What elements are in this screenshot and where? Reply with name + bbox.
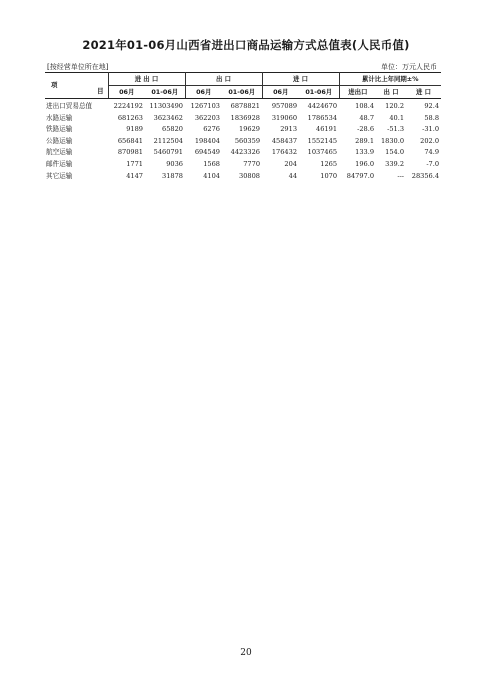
col-header: 01-06月: [299, 86, 339, 99]
table-cell: 9189: [126, 125, 143, 134]
table-cell: 289.1: [355, 136, 375, 145]
table-cell: 1836928: [230, 113, 261, 122]
table-cell: 19629: [239, 125, 261, 134]
table-cell: 4104: [203, 171, 220, 180]
col-header: 06月: [262, 86, 299, 99]
table-cell: 30808: [239, 171, 261, 180]
table-cell: 48.7: [359, 113, 375, 122]
table-cell: 6878821: [230, 102, 261, 110]
table-cell: 1771: [126, 159, 143, 168]
table-cell: 92.4: [424, 102, 440, 110]
page-title: 2021年01-06月山西省进出口商品运输方式总值表(人民币值): [82, 38, 410, 52]
table-cell: 339.2: [385, 159, 405, 168]
col-header: 出 口: [376, 86, 406, 99]
table-cell: 560359: [234, 136, 261, 145]
row-label: 其它运输: [46, 171, 73, 180]
table-cell: 58.8: [424, 113, 440, 122]
table-cell: 133.9: [355, 148, 375, 157]
group-header-total: 进 出 口: [108, 73, 185, 86]
table-cell: 1265: [320, 159, 338, 168]
table-cell: 458437: [271, 136, 298, 145]
col-header: 06月: [108, 86, 145, 99]
table-cell: 1830.0: [380, 136, 405, 145]
row-label: 铁路运输: [46, 125, 73, 134]
table-cell: 11303490: [149, 102, 183, 110]
group-header-growth: 累计比上年同期±%: [339, 73, 441, 86]
table-cell: -31.0: [422, 125, 440, 134]
table-row: [45, 124, 441, 136]
table-cell: 4423326: [230, 148, 261, 157]
row-label: 公路运输: [46, 136, 73, 145]
table-cell: 9036: [166, 159, 183, 168]
table-cell: 1037465: [307, 148, 338, 157]
table-cell: 65820: [162, 125, 183, 134]
table-cell: 656841: [117, 136, 143, 145]
table-cell: -51.3: [387, 125, 405, 134]
item-header-label-2: 目: [97, 87, 104, 95]
table-cell: 196.0: [355, 159, 375, 168]
table-cell: 957089: [271, 102, 298, 110]
table-row: [45, 159, 441, 171]
table-cell: -7.0: [426, 159, 440, 168]
table-cell: 1568: [203, 159, 220, 168]
table-body: [45, 99, 441, 183]
col-header: 进 口: [406, 86, 441, 99]
table-cell: 362203: [194, 113, 220, 122]
table-cell: 1552145: [307, 136, 338, 145]
table-cell: 6276: [203, 125, 220, 134]
row-label: 进出口贸易总值: [46, 102, 93, 110]
table-row: [45, 136, 441, 148]
item-header: [45, 73, 108, 99]
table-cell: 1786534: [307, 113, 338, 122]
table-cell: 2913: [280, 125, 298, 134]
row-label: 水路运输: [46, 113, 73, 122]
basis-note: [按经营单位所在地]: [47, 63, 109, 71]
item-header-label: 项: [51, 81, 58, 89]
table-cell: 1070: [320, 171, 338, 180]
table-cell: 1267103: [190, 102, 220, 110]
table-row: [45, 99, 441, 113]
unit-note: 单位：万元人民币: [381, 63, 437, 71]
col-header: 06月: [185, 86, 222, 99]
table-cell: 681263: [117, 113, 143, 122]
table-cell: 3623462: [153, 113, 183, 122]
table-cell: 120.2: [385, 102, 405, 110]
table-cell: ---: [397, 171, 405, 180]
table-cell: 31878: [162, 171, 183, 180]
table-cell: 44: [288, 171, 298, 180]
table-cell: 46191: [316, 125, 338, 134]
table-cell: 74.9: [424, 148, 440, 157]
table-row: [45, 171, 441, 183]
table-cell: 319060: [271, 113, 298, 122]
table-cell: 204: [284, 159, 298, 168]
col-header: 01-06月: [222, 86, 262, 99]
row-label: 航空运输: [46, 148, 73, 157]
table-cell: 198404: [194, 136, 220, 145]
table-cell: 154.0: [385, 148, 405, 157]
table-cell: 84797.0: [346, 171, 375, 180]
table-cell: 176432: [271, 148, 298, 157]
table-cell: 694549: [194, 148, 220, 157]
table-cell: 5460791: [153, 148, 183, 157]
group-header-import: 进 口: [262, 73, 339, 86]
page-number: 20: [240, 648, 252, 658]
col-header: 01-06月: [145, 86, 185, 99]
col-header: 进出口: [339, 86, 376, 99]
table-cell: 2224192: [113, 102, 143, 110]
group-header-export: 出 口: [185, 73, 262, 86]
table-cell: 4147: [126, 171, 143, 180]
table-cell: 28356.4: [411, 171, 440, 180]
table-cell: -28.6: [357, 125, 375, 134]
table-cell: 2112504: [153, 136, 183, 145]
table-row: [45, 147, 441, 159]
table-row: [45, 113, 441, 125]
table-cell: 870981: [117, 148, 143, 157]
table-cell: 108.4: [355, 102, 375, 110]
table-cell: 40.1: [389, 113, 405, 122]
table-cell: 202.0: [420, 136, 440, 145]
table-cell: 7770: [243, 159, 261, 168]
table-cell: 4424670: [307, 102, 338, 110]
transport-value-table: [45, 72, 441, 182]
row-label: 邮件运输: [46, 159, 73, 168]
